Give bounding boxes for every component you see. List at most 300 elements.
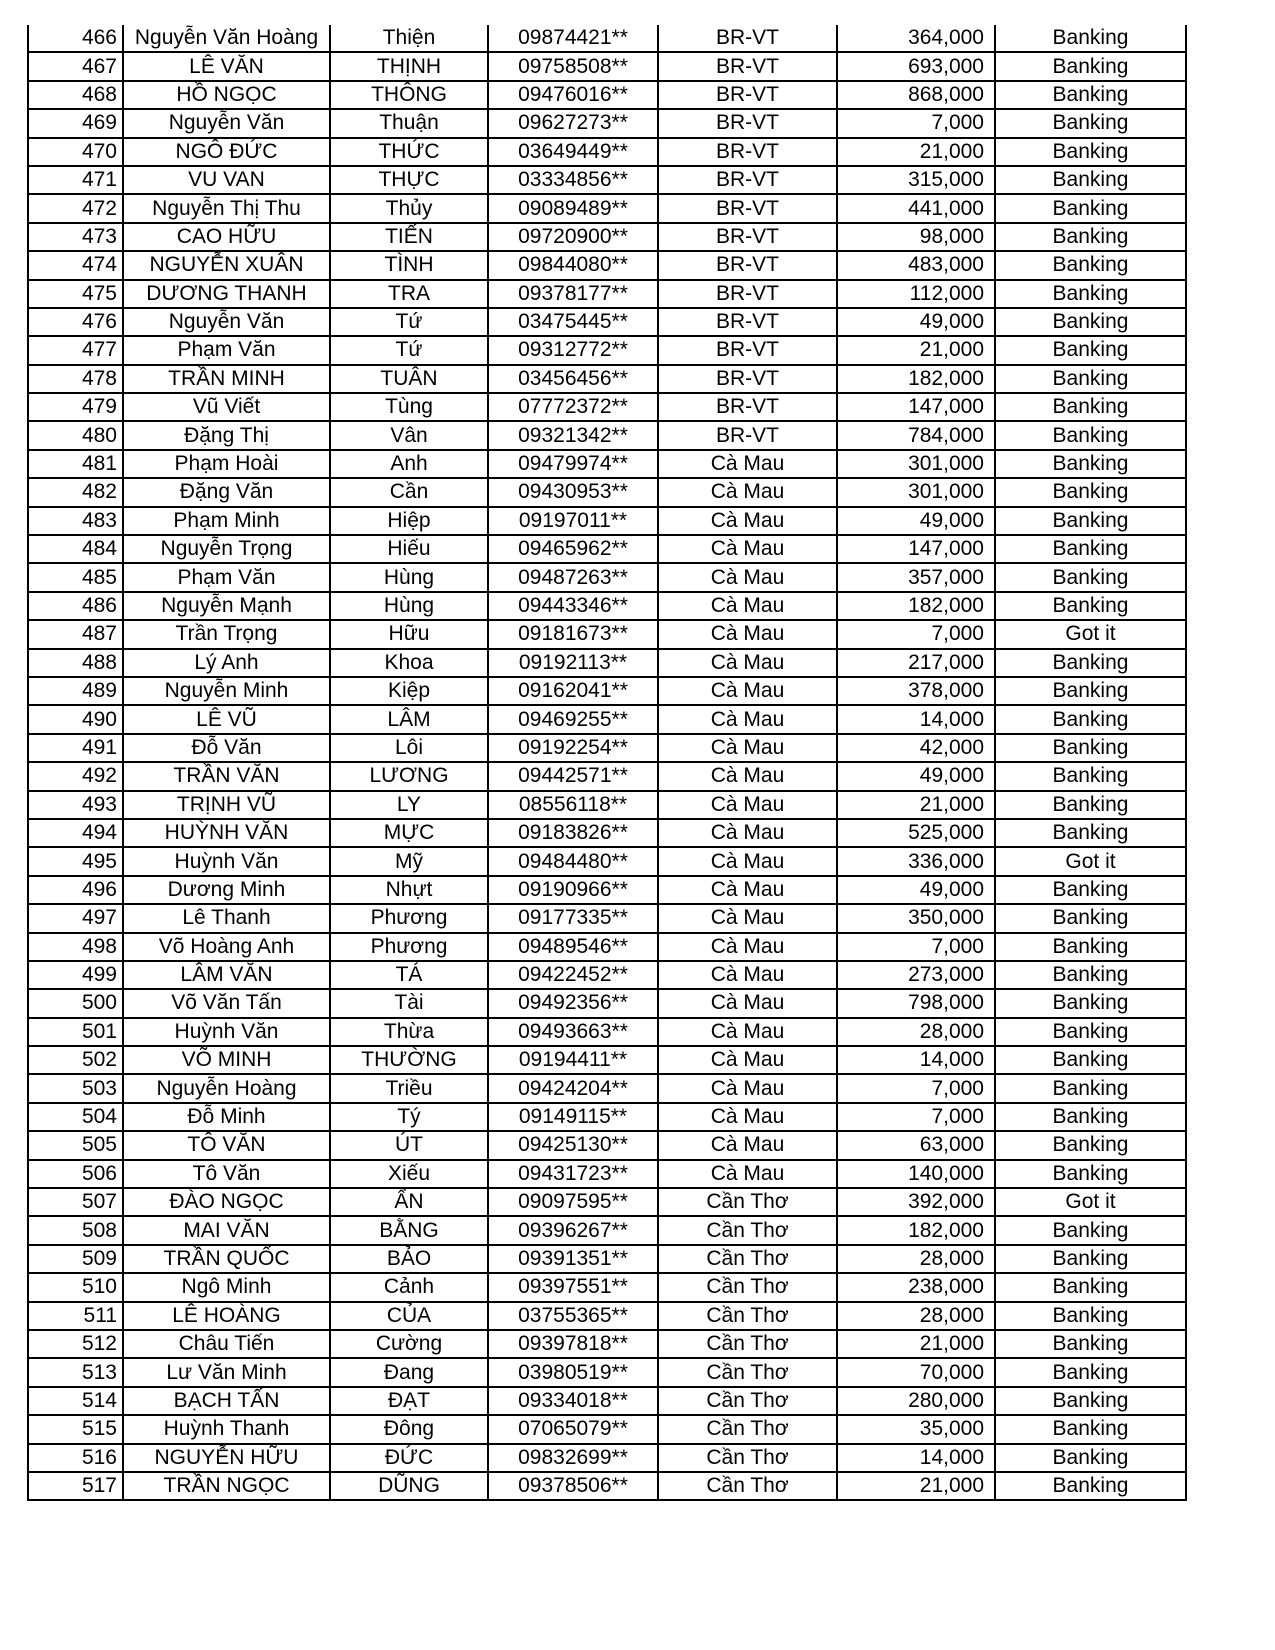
- cell-no: 494: [28, 819, 123, 847]
- table-row: [28, 1472, 1186, 1500]
- table-row: [28, 847, 1186, 875]
- cell-no: 493: [28, 791, 123, 819]
- cell-phone: 09190966**: [488, 876, 658, 904]
- table-row: [28, 1245, 1186, 1273]
- cell-province: Cà Mau: [658, 450, 837, 478]
- cell-no: 492: [28, 762, 123, 790]
- cell-method: Banking: [995, 1131, 1186, 1159]
- cell-phone: 09396267**: [488, 1216, 658, 1244]
- table-row: [28, 223, 1186, 251]
- cell-surname: Huỳnh Văn: [123, 1018, 330, 1046]
- cell-phone: 09627273**: [488, 109, 658, 137]
- cell-phone: 09720900**: [488, 223, 658, 251]
- cell-method: Banking: [995, 1444, 1186, 1472]
- cell-amount: 14,000: [837, 705, 995, 733]
- cell-method: Banking: [995, 762, 1186, 790]
- cell-province: Cà Mau: [658, 677, 837, 705]
- cell-method: Banking: [995, 989, 1186, 1017]
- cell-surname: ĐÀO NGỌC: [123, 1188, 330, 1216]
- cell-no: 508: [28, 1216, 123, 1244]
- table-row: [28, 109, 1186, 137]
- cell-surname: Võ Văn Tấn: [123, 989, 330, 1017]
- cell-province: Cà Mau: [658, 762, 837, 790]
- cell-amount: 7,000: [837, 109, 995, 137]
- cell-method: Banking: [995, 933, 1186, 961]
- table-row: [28, 649, 1186, 677]
- cell-province: BR-VT: [658, 308, 837, 336]
- cell-no: 503: [28, 1074, 123, 1102]
- cell-surname: LÂM VĂN: [123, 961, 330, 989]
- cell-amount: 280,000: [837, 1387, 995, 1415]
- table-row: [28, 1074, 1186, 1102]
- table-row: [28, 166, 1186, 194]
- cell-surname: Nguyễn Thị Thu: [123, 194, 330, 222]
- cell-method: Banking: [995, 705, 1186, 733]
- table-row: [28, 280, 1186, 308]
- cell-no: 469: [28, 109, 123, 137]
- cell-surname: Nguyễn Văn: [123, 308, 330, 336]
- cell-method: Banking: [995, 1245, 1186, 1273]
- cell-no: 489: [28, 677, 123, 705]
- table-row: [28, 535, 1186, 563]
- cell-no: 517: [28, 1472, 123, 1500]
- cell-amount: 28,000: [837, 1018, 995, 1046]
- cell-amount: 301,000: [837, 478, 995, 506]
- cell-phone: 09397551**: [488, 1273, 658, 1301]
- cell-phone: 09443346**: [488, 592, 658, 620]
- table-row: [28, 1018, 1186, 1046]
- table-row: [28, 563, 1186, 591]
- cell-given-name: Mỹ: [330, 847, 488, 875]
- cell-given-name: ĐỨC: [330, 1444, 488, 1472]
- cell-surname: Phạm Văn: [123, 336, 330, 364]
- cell-amount: 483,000: [837, 251, 995, 279]
- cell-no: 498: [28, 933, 123, 961]
- cell-no: 484: [28, 535, 123, 563]
- cell-given-name: BẢO: [330, 1245, 488, 1273]
- cell-amount: 238,000: [837, 1273, 995, 1301]
- cell-province: BR-VT: [658, 421, 837, 449]
- table-row: [28, 25, 1186, 52]
- cell-surname: LÊ VŨ: [123, 705, 330, 733]
- cell-phone: 09097595**: [488, 1188, 658, 1216]
- cell-no: 507: [28, 1188, 123, 1216]
- cell-given-name: Đang: [330, 1358, 488, 1386]
- cell-phone: 09479974**: [488, 450, 658, 478]
- cell-province: Cà Mau: [658, 904, 837, 932]
- cell-method: Banking: [995, 1103, 1186, 1131]
- cell-province: BR-VT: [658, 52, 837, 80]
- cell-surname: Huỳnh Văn: [123, 847, 330, 875]
- cell-method: Banking: [995, 535, 1186, 563]
- cell-phone: 09874421**: [488, 25, 658, 52]
- cell-province: Cần Thơ: [658, 1273, 837, 1301]
- table-row: [28, 450, 1186, 478]
- cell-method: Got it: [995, 1188, 1186, 1216]
- cell-given-name: TRA: [330, 280, 488, 308]
- cell-method: Banking: [995, 1216, 1186, 1244]
- cell-province: Cà Mau: [658, 989, 837, 1017]
- cell-phone: 09177335**: [488, 904, 658, 932]
- cell-given-name: Phương: [330, 933, 488, 961]
- cell-province: Cà Mau: [658, 819, 837, 847]
- cell-amount: 525,000: [837, 819, 995, 847]
- cell-province: BR-VT: [658, 166, 837, 194]
- cell-province: Cà Mau: [658, 1074, 837, 1102]
- cell-method: Banking: [995, 1387, 1186, 1415]
- cell-province: BR-VT: [658, 138, 837, 166]
- cell-method: Banking: [995, 507, 1186, 535]
- table-row: [28, 336, 1186, 364]
- cell-surname: Nguyễn Minh: [123, 677, 330, 705]
- cell-method: Banking: [995, 791, 1186, 819]
- table-row: [28, 1103, 1186, 1131]
- cell-given-name: TIẾN: [330, 223, 488, 251]
- cell-given-name: ĐẠT: [330, 1387, 488, 1415]
- cell-no: 477: [28, 336, 123, 364]
- cell-province: Cần Thơ: [658, 1216, 837, 1244]
- cell-phone: 09378177**: [488, 280, 658, 308]
- cell-no: 481: [28, 450, 123, 478]
- cell-province: Cà Mau: [658, 1046, 837, 1074]
- cell-province: Cần Thơ: [658, 1330, 837, 1358]
- cell-surname: Nguyễn Văn: [123, 109, 330, 137]
- cell-surname: NGUYỄN XUÂN: [123, 251, 330, 279]
- cell-method: Banking: [995, 1160, 1186, 1188]
- cell-province: BR-VT: [658, 280, 837, 308]
- table-row: [28, 251, 1186, 279]
- table-row: [28, 620, 1186, 648]
- cell-surname: Vũ Viết: [123, 393, 330, 421]
- table-row: [28, 705, 1186, 733]
- cell-given-name: THỨC: [330, 138, 488, 166]
- cell-amount: 49,000: [837, 762, 995, 790]
- cell-surname: Đặng Văn: [123, 478, 330, 506]
- table-row: [28, 1330, 1186, 1358]
- cell-given-name: Lôi: [330, 734, 488, 762]
- cell-surname: Dương Minh: [123, 876, 330, 904]
- cell-given-name: LÂM: [330, 705, 488, 733]
- cell-given-name: Hùng: [330, 563, 488, 591]
- cell-method: Banking: [995, 336, 1186, 364]
- cell-surname: LÊ HOÀNG: [123, 1302, 330, 1330]
- cell-province: Cà Mau: [658, 734, 837, 762]
- table-row: [28, 1188, 1186, 1216]
- cell-given-name: Tứ: [330, 336, 488, 364]
- table-row: [28, 989, 1186, 1017]
- cell-province: Cà Mau: [658, 1160, 837, 1188]
- cell-phone: 09844080**: [488, 251, 658, 279]
- cell-phone: 09758508**: [488, 52, 658, 80]
- cell-amount: 7,000: [837, 933, 995, 961]
- cell-given-name: ẨN: [330, 1188, 488, 1216]
- cell-phone: 09493663**: [488, 1018, 658, 1046]
- cell-surname: Đỗ Văn: [123, 734, 330, 762]
- cell-amount: 63,000: [837, 1131, 995, 1159]
- cell-method: Banking: [995, 1046, 1186, 1074]
- cell-province: Cần Thơ: [658, 1188, 837, 1216]
- table-row: [28, 734, 1186, 762]
- table-row: [28, 1358, 1186, 1386]
- cell-no: 478: [28, 365, 123, 393]
- cell-phone: 09197011**: [488, 507, 658, 535]
- cell-given-name: Tý: [330, 1103, 488, 1131]
- table-row: [28, 393, 1186, 421]
- cell-method: Banking: [995, 819, 1186, 847]
- table-row: [28, 791, 1186, 819]
- cell-province: Cà Mau: [658, 620, 837, 648]
- cell-given-name: Hữu: [330, 620, 488, 648]
- table-row: [28, 1216, 1186, 1244]
- cell-surname: Trần Trọng: [123, 620, 330, 648]
- table-row: [28, 904, 1186, 932]
- cell-province: Cần Thơ: [658, 1245, 837, 1273]
- cell-method: Banking: [995, 592, 1186, 620]
- cell-no: 480: [28, 421, 123, 449]
- cell-given-name: Thiện: [330, 25, 488, 52]
- cell-province: Cần Thơ: [658, 1415, 837, 1443]
- cell-surname: Võ Hoàng Anh: [123, 933, 330, 961]
- table-row: [28, 365, 1186, 393]
- cell-phone: 09487263**: [488, 563, 658, 591]
- cell-amount: 182,000: [837, 1216, 995, 1244]
- cell-no: 476: [28, 308, 123, 336]
- cell-method: Banking: [995, 1358, 1186, 1386]
- table-row: [28, 762, 1186, 790]
- cell-phone: 09430953**: [488, 478, 658, 506]
- cell-given-name: Vân: [330, 421, 488, 449]
- cell-surname: VU VAN: [123, 166, 330, 194]
- cell-phone: 03456456**: [488, 365, 658, 393]
- cell-given-name: TUÂN: [330, 365, 488, 393]
- cell-amount: 21,000: [837, 1472, 995, 1500]
- table-row: [28, 1387, 1186, 1415]
- cell-method: Banking: [995, 677, 1186, 705]
- cell-method: Got it: [995, 620, 1186, 648]
- cell-surname: NGUYỄN HỮU: [123, 1444, 330, 1472]
- cell-given-name: Hùng: [330, 592, 488, 620]
- cell-surname: HỒ NGỌC: [123, 81, 330, 109]
- cell-given-name: THƯỜNG: [330, 1046, 488, 1074]
- cell-amount: 49,000: [837, 308, 995, 336]
- cell-phone: 03980519**: [488, 1358, 658, 1386]
- cell-province: Cần Thơ: [658, 1387, 837, 1415]
- cell-surname: TÔ VĂN: [123, 1131, 330, 1159]
- cell-amount: 357,000: [837, 563, 995, 591]
- cell-given-name: Phương: [330, 904, 488, 932]
- cell-phone: 09162041**: [488, 677, 658, 705]
- table-row: [28, 1302, 1186, 1330]
- table-row: [28, 1046, 1186, 1074]
- cell-surname: TRẦN VĂN: [123, 762, 330, 790]
- cell-surname: HUỲNH VĂN: [123, 819, 330, 847]
- cell-surname: Nguyễn Văn Hoàng: [123, 25, 330, 52]
- cell-phone: 09089489**: [488, 194, 658, 222]
- cell-province: BR-VT: [658, 336, 837, 364]
- cell-phone: 09489546**: [488, 933, 658, 961]
- cell-province: BR-VT: [658, 81, 837, 109]
- cell-amount: 42,000: [837, 734, 995, 762]
- cell-province: Cà Mau: [658, 535, 837, 563]
- cell-amount: 147,000: [837, 535, 995, 563]
- cell-method: Banking: [995, 734, 1186, 762]
- table-row: [28, 1131, 1186, 1159]
- cell-phone: 09469255**: [488, 705, 658, 733]
- cell-no: 487: [28, 620, 123, 648]
- table-row: [28, 592, 1186, 620]
- cell-phone: 09149115**: [488, 1103, 658, 1131]
- table-row: [28, 308, 1186, 336]
- cell-no: 482: [28, 478, 123, 506]
- cell-phone: 03475445**: [488, 308, 658, 336]
- cell-surname: TRẦN NGỌC: [123, 1472, 330, 1500]
- cell-amount: 441,000: [837, 194, 995, 222]
- cell-phone: 09194411**: [488, 1046, 658, 1074]
- cell-phone: 03755365**: [488, 1302, 658, 1330]
- cell-province: BR-VT: [658, 109, 837, 137]
- cell-method: Banking: [995, 393, 1186, 421]
- cell-no: 511: [28, 1302, 123, 1330]
- cell-method: Banking: [995, 52, 1186, 80]
- cell-phone: 07065079**: [488, 1415, 658, 1443]
- cell-amount: 7,000: [837, 1103, 995, 1131]
- cell-phone: 09442571**: [488, 762, 658, 790]
- cell-province: Cà Mau: [658, 1103, 837, 1131]
- table-row: [28, 677, 1186, 705]
- cell-given-name: Cần: [330, 478, 488, 506]
- cell-no: 485: [28, 563, 123, 591]
- cell-phone: 09183826**: [488, 819, 658, 847]
- cell-given-name: LY: [330, 791, 488, 819]
- cell-province: BR-VT: [658, 223, 837, 251]
- cell-no: 475: [28, 280, 123, 308]
- cell-province: Cà Mau: [658, 847, 837, 875]
- cell-amount: 28,000: [837, 1245, 995, 1273]
- cell-province: BR-VT: [658, 251, 837, 279]
- cell-amount: 364,000: [837, 25, 995, 52]
- cell-phone: 07772372**: [488, 393, 658, 421]
- cell-method: Banking: [995, 109, 1186, 137]
- cell-phone: 09431723**: [488, 1160, 658, 1188]
- cell-phone: 09192254**: [488, 734, 658, 762]
- cell-amount: 147,000: [837, 393, 995, 421]
- cell-surname: VÕ MINH: [123, 1046, 330, 1074]
- cell-method: Banking: [995, 563, 1186, 591]
- table-row: [28, 933, 1186, 961]
- cell-method: Banking: [995, 1074, 1186, 1102]
- cell-given-name: THỰC: [330, 166, 488, 194]
- cell-given-name: Anh: [330, 450, 488, 478]
- cell-amount: 28,000: [837, 1302, 995, 1330]
- cell-amount: 21,000: [837, 138, 995, 166]
- cell-amount: 784,000: [837, 421, 995, 449]
- cell-given-name: Khoa: [330, 649, 488, 677]
- cell-phone: 08556118**: [488, 791, 658, 819]
- cell-method: Banking: [995, 1415, 1186, 1443]
- table-row: [28, 138, 1186, 166]
- cell-amount: 21,000: [837, 336, 995, 364]
- cell-surname: DƯƠNG THANH: [123, 280, 330, 308]
- table-row: [28, 876, 1186, 904]
- cell-phone: 09378506**: [488, 1472, 658, 1500]
- cell-no: 467: [28, 52, 123, 80]
- table-row: [28, 478, 1186, 506]
- cell-method: Banking: [995, 478, 1186, 506]
- cell-province: Cà Mau: [658, 478, 837, 506]
- cell-given-name: Hiếu: [330, 535, 488, 563]
- cell-no: 509: [28, 1245, 123, 1273]
- cell-phone: 09321342**: [488, 421, 658, 449]
- cell-amount: 14,000: [837, 1046, 995, 1074]
- cell-phone: 09476016**: [488, 81, 658, 109]
- table-row: [28, 507, 1186, 535]
- cell-amount: 392,000: [837, 1188, 995, 1216]
- cell-amount: 35,000: [837, 1415, 995, 1443]
- cell-province: Cà Mau: [658, 649, 837, 677]
- cell-method: Banking: [995, 1330, 1186, 1358]
- cell-surname: Nguyễn Mạnh: [123, 592, 330, 620]
- cell-surname: Phạm Hoài: [123, 450, 330, 478]
- cell-no: 506: [28, 1160, 123, 1188]
- cell-surname: Lý Anh: [123, 649, 330, 677]
- cell-method: Banking: [995, 280, 1186, 308]
- cell-method: Banking: [995, 904, 1186, 932]
- cell-no: 486: [28, 592, 123, 620]
- cell-given-name: Hiệp: [330, 507, 488, 535]
- cell-phone: 03334856**: [488, 166, 658, 194]
- cell-given-name: Tùng: [330, 393, 488, 421]
- cell-no: 500: [28, 989, 123, 1017]
- cell-amount: 217,000: [837, 649, 995, 677]
- cell-phone: 03649449**: [488, 138, 658, 166]
- cell-given-name: Kiệp: [330, 677, 488, 705]
- cell-given-name: Triều: [330, 1074, 488, 1102]
- cell-amount: 49,000: [837, 507, 995, 535]
- cell-province: BR-VT: [658, 25, 837, 52]
- cell-province: Cà Mau: [658, 1018, 837, 1046]
- cell-method: Banking: [995, 81, 1186, 109]
- cell-surname: CAO HỮU: [123, 223, 330, 251]
- cell-no: 483: [28, 507, 123, 535]
- cell-surname: Đặng Thị: [123, 421, 330, 449]
- cell-no: 516: [28, 1444, 123, 1472]
- cell-amount: 378,000: [837, 677, 995, 705]
- cell-method: Banking: [995, 194, 1186, 222]
- cell-phone: 09334018**: [488, 1387, 658, 1415]
- cell-given-name: DŨNG: [330, 1472, 488, 1500]
- cell-province: Cà Mau: [658, 507, 837, 535]
- cell-no: 515: [28, 1415, 123, 1443]
- cell-given-name: TÌNH: [330, 251, 488, 279]
- cell-given-name: THÔNG: [330, 81, 488, 109]
- cell-province: Cà Mau: [658, 705, 837, 733]
- cell-amount: 7,000: [837, 1074, 995, 1102]
- cell-no: 470: [28, 138, 123, 166]
- cell-given-name: Thuận: [330, 109, 488, 137]
- cell-surname: Huỳnh Thanh: [123, 1415, 330, 1443]
- cell-no: 501: [28, 1018, 123, 1046]
- cell-given-name: TÁ: [330, 961, 488, 989]
- cell-no: 504: [28, 1103, 123, 1131]
- cell-given-name: MỰC: [330, 819, 488, 847]
- cell-amount: 21,000: [837, 791, 995, 819]
- cell-no: 488: [28, 649, 123, 677]
- cell-amount: 98,000: [837, 223, 995, 251]
- winners-table: [27, 25, 1187, 1501]
- cell-given-name: Cảnh: [330, 1273, 488, 1301]
- cell-amount: 21,000: [837, 1330, 995, 1358]
- cell-province: BR-VT: [658, 393, 837, 421]
